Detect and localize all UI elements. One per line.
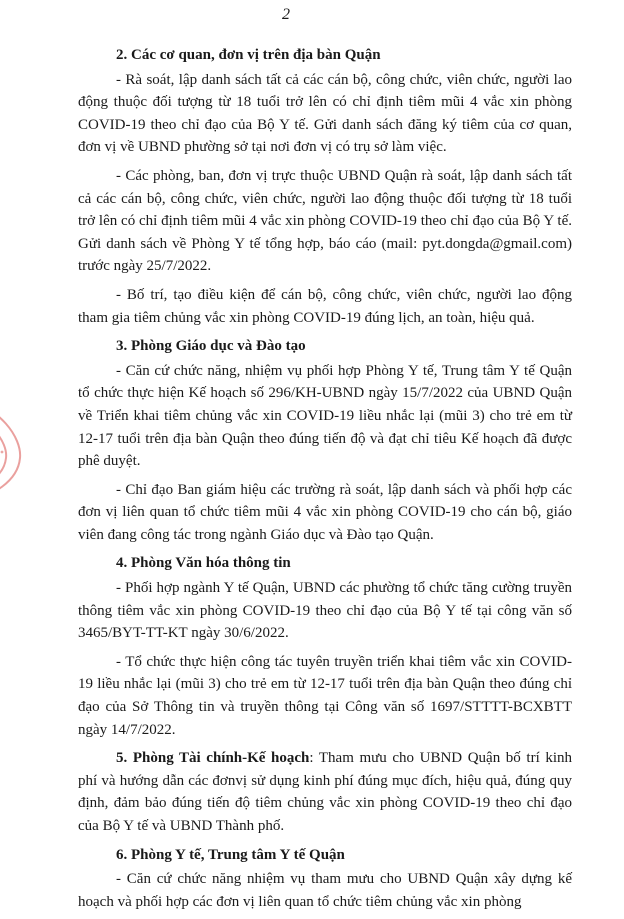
page-number: 2: [282, 6, 290, 23]
paragraph: - Bố trí, tạo điều kiện để cán bộ, công chức, viên chức, người lao động tham gia tiêm chủng vắc xin phòng COVID-19 đúng lịch, an toàn, hiệu quả.: [78, 286, 572, 326]
section-heading: 2. Các cơ quan, đơn vị trên địa bàn Quận: [116, 47, 381, 63]
paragraph: - Các phòng, ban, đơn vị trực thuộc UBND Quận rà soát, lập danh sách tất cả các cán bộ, công chức, viên chức, người lao động thuộc đối tượng từ 18 tuổi trở lên có chỉ định tiêm mũi 4 vắc xin phòng COVID-19 theo chỉ đạo của Bộ Y tế. Gửi danh sách về Phòng Y tế tổng hợp, báo cáo (mail: pyt.dongda@gmail.com) trước ngày 25/7/2022.: [78, 167, 572, 275]
paragraph: - Căn cứ chức năng, nhiệm vụ phối hợp Phòng Y tế, Trung tâm Y tế Quận tổ chức thực hiện Kế hoạch số 296/KH-UBND ngày 15/7/2022 của UBND Quận về Triển khai tiêm chủng vắc xin COVID-19 liều nhắc lại (mũi 3) cho trẻ em từ 12-17 tuổi trên địa bàn Quận theo đúng tiến độ và đạt chỉ tiêu Kế hoạch đã được phê duyệt.: [78, 362, 572, 470]
section-heading: 5. Phòng Tài chính-Kế hoạch: [116, 750, 310, 767]
paragraph: - Chỉ đạo Ban giám hiệu các trường rà soát, lập danh sách và phối hợp các đơn vị liên quan tổ chức tiêm mũi 4 vắc xin phòng COVID-19 cho cán bộ, giáo viên đang công tác trong ngành Giáo dục và Đào tạo Quận.: [78, 481, 572, 543]
document-body: [78, 40, 572, 919]
paragraph: - Phối hợp ngành Y tế Quận, UBND các phường tổ chức tăng cường truyền thông tiêm vắc xin phòng COVID-19 theo chỉ đạo của Bộ Y tế tại công văn số 3465/BYT-TT-KT ngày 30/6/2022.: [78, 580, 572, 642]
paragraph: - Tổ chức thực hiện công tác tuyên truyền triển khai tiêm vắc xin COVID-19 liều nhắc lại (mũi 3) cho trẻ em từ 12-17 tuổi trên địa bàn Quận theo đúng chỉ đạo của Sở Thông tin và truyền thông tại Công văn số 1697/STTTT-BCXBTT ngày 14/7/2022.: [78, 653, 572, 738]
section-heading: 4. Phòng Văn hóa thông tin: [116, 555, 291, 572]
section-heading: 6. Phòng Y tế, Trung tâm Y tế Quận: [116, 846, 345, 863]
paragraph-text: : Tham mưu cho UBND Quận bố trí kinh phí và hướng dẫn các đơnvị sử dụng kinh phí đúng mục đích, hiệu quả, đúng quy định, đảm bảo đúng tiến độ tiêm chủng vắc xin phòng COVID-19 theo chỉ đạo của Bộ Y tế và UBND Thành phố.: [78, 750, 572, 834]
paragraph: - Rà soát, lập danh sách tất cả các cán bộ, công chức, viên chức, người lao động thuộc đối tượng từ 18 tuổi trở lên có chỉ định tiêm mũi 4 vắc xin phòng COVID-19 theo chỉ đạo của Bộ Y tế. Gửi danh sách đăng ký tiêm của cơ quan, đơn vị về UBND phường sở tại nơi đơn vị có trụ sở làm việc.: [78, 71, 572, 156]
paragraph: - Căn cứ chức năng nhiệm vụ tham mưu cho UBND Quận xây dựng kế hoạch và phối hợp các đơn vị liên quan tổ chức tiêm chủng vắc xin phòng: [78, 871, 572, 910]
section-heading: 3. Phòng Giáo dục và Đào tạo: [116, 338, 306, 355]
paragraph-with-inline-heading: [78, 747, 572, 837]
red-seal-stamp: [0, 388, 50, 508]
